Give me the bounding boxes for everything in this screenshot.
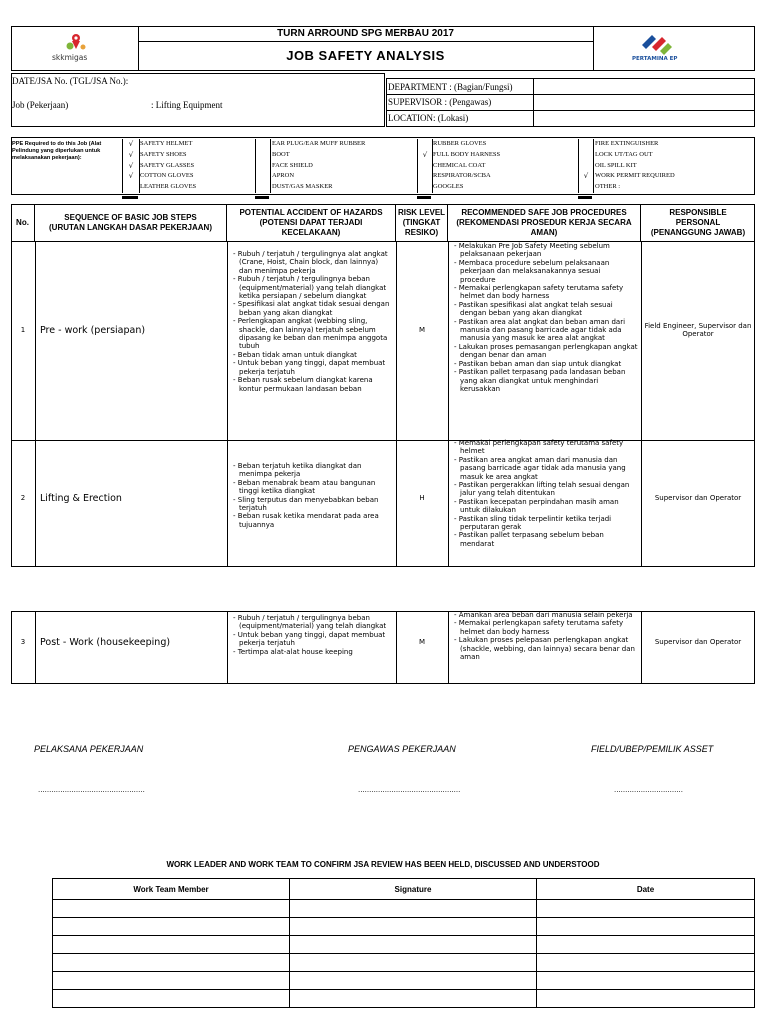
ppe-item: WORK PERMIT REQUIRED	[595, 172, 675, 180]
ppe-item: APRON	[272, 172, 295, 180]
ppe-check-1-2: √	[128, 150, 134, 159]
ppe-item: FACE SHIELD	[272, 161, 313, 169]
job-value: : Lifting Equipment	[151, 100, 223, 110]
bullet-item: - Rubuh / terjatuh / tergulingnya beban (equipment/material) yang telah diangkat	[231, 614, 393, 631]
row-risk: H	[419, 494, 425, 502]
row1-vlines	[35, 241, 36, 441]
ppe-label: PPE Required to do this Job (Alat Pelindung yang diperlukan untuk melaksanakan pekerjaan):	[12, 141, 102, 162]
ppe-col-1	[140, 139, 196, 193]
member-cell[interactable]	[53, 900, 290, 918]
row-number: 3	[20, 638, 26, 646]
member-cell[interactable]	[53, 936, 290, 954]
ppe-check-3-2: √	[422, 150, 428, 159]
row-step: Post - Work (housekeeping)	[40, 637, 171, 648]
bullet-item: - Pastikan area alat angkat dan beban aman dari manusia dan pasang barricade agar tidak ada manusia yang masuk ke area alat angkat	[452, 318, 638, 343]
bullet-item: - Pastikan pallet terpasang sebelum beban mendarat	[452, 531, 638, 548]
header-mid-line	[138, 41, 593, 42]
row2-vline-3	[396, 440, 397, 567]
team-row	[53, 918, 755, 936]
bullet-item: - Rubuh / terjatuh / tergulingnya beban (equipment/material) yang telah diangkat ketika persiapan / sebelum diangkat	[231, 275, 393, 300]
bullet-item: - Untuk beban yang tinggi, dapat membuat pekerja terjatuh	[231, 631, 393, 648]
skkmigas-logo-text: skkmigas	[52, 53, 88, 62]
info-right-divider-v	[533, 78, 534, 127]
date-cell[interactable]	[537, 900, 755, 918]
row2-vline-2	[227, 440, 228, 567]
job-label: Job (Pekerjaan)	[12, 100, 69, 110]
team-confirm-text: WORK LEADER AND WORK TEAM TO CONFIRM JSA REVIEW HAS BEEN HELD, DISCUSSED AND UNDERSTOOD	[166, 860, 600, 869]
ppe-item: OTHER :	[595, 183, 621, 191]
row2-vline-1	[35, 440, 36, 567]
ppe-check-4-5	[579, 182, 593, 193]
signature-executor-label: PELAKSANA PEKERJAAN	[34, 744, 144, 754]
signature-cell[interactable]	[290, 936, 537, 954]
row-hazards	[231, 462, 393, 529]
signature-cell[interactable]	[290, 972, 537, 990]
ppe-item: CHEMICAL COAT	[433, 161, 486, 169]
team-col-member: Work Team Member	[53, 879, 290, 900]
bullet-item: - Pastikan sling tidak terpelintir ketika terjadi perputaran gerak	[452, 515, 638, 532]
supervisor-label: SUPERVISOR : (Pengawas)	[388, 97, 492, 107]
ppe-check-4-1	[579, 139, 593, 150]
ppe-item: LOCK UT/TAG OUT	[595, 150, 653, 158]
row3-vline-1	[35, 611, 36, 684]
bullet-item: - Melakukan Pre Job Safety Meeting sebelum pelaksanaan pekerjaan	[452, 242, 638, 259]
skkmigas-logo	[50, 31, 110, 67]
row3-vline-4	[448, 611, 449, 684]
team-row	[53, 954, 755, 972]
ppe-item: FULL BODY HARNESS	[433, 150, 501, 158]
bullet-item: - Pastikan pallet terpasang pada landasan beban yang akan diangkat untuk menghindari kerusakkan	[452, 368, 638, 393]
ppe-check-2-2	[256, 150, 270, 161]
date-cell[interactable]	[537, 972, 755, 990]
ppe-item: SAFETY HELMET	[140, 140, 193, 147]
ppe-check-4-2	[579, 150, 593, 161]
signature-cell[interactable]	[290, 900, 537, 918]
bullet-item: - Perlengkapan angkat (webbing sling, shackle, dan lainnya) terjatuh sebelum dipasang ke beban dan menimpa anggota tubuh	[231, 317, 393, 351]
bullet-item: - Beban rusak ketika mendarat pada area tujuannya	[231, 512, 393, 529]
bullet-item: - Spesifikasi alat angkat tidak sesuai dengan beban yang akan diangkat	[231, 300, 393, 317]
signature-cell[interactable]	[290, 990, 537, 1008]
ppe-check-3-4	[418, 171, 432, 182]
member-cell[interactable]	[53, 918, 290, 936]
ppe-check-2-1	[256, 139, 270, 150]
bullet-item: - Sling terputus dan menyebabkan beban terjatuh	[231, 496, 393, 513]
ppe-item: SAFETY GLASSES	[140, 161, 195, 169]
th-sequence: SEQUENCE OF BASIC JOB STEPS (URUTAN LANGKAH DASAR PEKERJAAN)	[35, 204, 227, 242]
ppe-checkbox-col-3	[417, 139, 433, 193]
bullet-item: - Memakai perlengkapan safety terutama safety helmet dan body harness	[452, 284, 638, 301]
row1-vline-4	[448, 241, 449, 441]
ppe-check-3-5	[418, 182, 432, 193]
row2-vline-4	[448, 440, 449, 567]
document-title: JOB SAFETY ANALYSIS	[286, 48, 445, 63]
team-col-date: Date	[537, 879, 755, 900]
row-step: Pre - work (persiapan)	[40, 325, 146, 336]
row-hazards	[231, 614, 393, 656]
signature-cell[interactable]	[290, 918, 537, 936]
th-procedure: RECOMMENDED SAFE JOB PROCEDURES (REKOMENDASI PROSEDUR KERJA SECARA AMAN)	[448, 204, 641, 242]
ppe-checkbox-col-1	[122, 139, 140, 193]
th-risk: RISK LEVEL (TINGKAT RESIKO)	[396, 204, 448, 242]
row-number: 2	[20, 494, 26, 502]
signature-cell[interactable]	[290, 954, 537, 972]
ppe-check-3-1	[418, 139, 432, 150]
bullet-item: - Beban terjatuh ketika diangkat dan menimpa pekerja	[231, 462, 393, 479]
ppe-check-1-4: √	[128, 172, 134, 181]
row1-vline-2	[227, 241, 228, 441]
row-hazards	[231, 250, 393, 393]
bullet-item: - Beban tidak aman untuk diangkat	[231, 351, 393, 359]
ppe-check-4-4: √	[583, 172, 589, 181]
signature-supervisor-line: ..............................................	[358, 786, 461, 794]
signature-owner-label: FIELD/UBEP/PEMILIK ASSET	[591, 744, 714, 754]
ppe-item: RESPIRATOR/SCBA	[433, 172, 491, 180]
row3-vline-2	[227, 611, 228, 684]
ppe-check-2-4	[256, 171, 270, 182]
bullet-item: - Pastikan pergerakkan lifting telah sesuai dengan jalur yang telah ditentukan	[452, 481, 638, 498]
th-responsible: RESPONSIBLE PERSONAL (PENANGGUNG JAWAB)	[650, 208, 746, 237]
date-label: DATE/JSA No. (TGL/JSA No.):	[12, 76, 129, 86]
pertamina-logo-text: PERTAMINA EP	[632, 56, 678, 62]
ppe-item: BOOT	[272, 150, 290, 158]
row-procedures	[452, 611, 638, 661]
pertamina-logo	[632, 31, 692, 67]
date-cell[interactable]	[537, 918, 755, 936]
signature-supervisor-label: PENGAWAS PEKERJAAN	[348, 744, 456, 754]
ppe-check-1-5	[123, 182, 139, 193]
ppe-col-2	[272, 139, 365, 193]
team-table-header	[53, 879, 755, 900]
bullet-item: - Untuk beban yang tinggi, dapat membuat pekerja terjatuh	[231, 359, 393, 376]
team-row	[53, 900, 755, 918]
ppe-check-2-5	[256, 182, 270, 193]
member-cell[interactable]	[53, 990, 290, 1008]
row1-vline-5	[641, 241, 642, 441]
project-title: TURN ARROUND SPG MERBAU 2017	[277, 28, 454, 39]
divider-bar	[417, 196, 431, 199]
info-right-row-line-1	[386, 94, 755, 95]
team-table	[52, 878, 755, 1008]
date-cell[interactable]	[537, 936, 755, 954]
date-cell[interactable]	[537, 954, 755, 972]
row-number: 1	[20, 326, 26, 334]
ppe-item: COTTON GLOVES	[140, 172, 194, 180]
row-risk: M	[418, 638, 426, 646]
signature-owner-line: ...............................	[614, 786, 683, 794]
row-responsible: Field Engineer, Supervisor dan Operator	[644, 322, 752, 339]
row3-vline-3	[396, 611, 397, 684]
row-risk: M	[418, 326, 426, 334]
ppe-item: DUST/GAS MASKER	[272, 183, 333, 191]
divider-bar	[578, 196, 592, 199]
row-procedures	[452, 439, 638, 548]
department-label: DEPARTMENT : (Bagian/Fungsi)	[388, 82, 513, 92]
signature-executor-line: ................................................	[38, 786, 145, 794]
bullet-item: - Pastikan beban aman dan siap untuk diangkat	[452, 360, 638, 368]
member-cell[interactable]	[53, 972, 290, 990]
ppe-item: SAFETY SHOES	[140, 150, 187, 158]
bullet-item: - Pastikan kecepatan perpindahan masih aman untuk dilakukan	[452, 498, 638, 515]
bullet-item: - Amankan area beban dari manusia selain pekerja	[452, 611, 638, 619]
th-hazard: POTENTIAL ACCIDENT OF HAZARDS (POTENSI DAPAT TERJADI KECELAKAAN)	[227, 204, 396, 242]
ppe-item: GOOGLES	[433, 183, 464, 191]
row-responsible: Supervisor dan Operator	[654, 638, 742, 646]
header-right-divider	[593, 26, 594, 71]
location-label: LOCATION: (Lokasi)	[388, 113, 469, 123]
team-row	[53, 936, 755, 954]
bullet-item: - Lakukan proses pemasangan perlengkapan angkat dengan benar dan aman	[452, 343, 638, 360]
ppe-checkbox-col-2	[255, 139, 271, 193]
ppe-col-3	[433, 139, 500, 193]
bullet-item: - Tertimpa alat-alat house keeping	[231, 648, 393, 656]
row-step: Lifting & Erection	[40, 493, 122, 504]
ppe-check-1-1: √	[128, 140, 134, 148]
divider-bar	[255, 196, 269, 199]
bullet-item: - Beban menabrak beam atau bangunan tinggi ketika diangkat	[231, 479, 393, 496]
team-row	[53, 990, 755, 1008]
bullet-item: - Beban rusak sebelum diangkat karena kontur permukaan landasan beban	[231, 376, 393, 393]
ppe-check-1-3: √	[128, 161, 134, 170]
bullet-item: - Membaca procedure sebelum pelaksanaan pekerjaan dan melaksanakannya sesuai procedure	[452, 259, 638, 284]
divider-bar	[122, 196, 138, 199]
member-cell[interactable]	[53, 954, 290, 972]
ppe-item: OIL SPILL KIT	[595, 161, 637, 169]
bullet-item: - Lakukan proses pelepasan perlengkapan angkat (shackle, webbing, dan lainnya) secara benar dan aman	[452, 636, 638, 661]
ppe-item: LEATHER GLOVES	[140, 183, 197, 191]
row-responsible: Supervisor dan Operator	[654, 494, 742, 502]
ppe-check-4-3	[579, 161, 593, 172]
bullet-item: - Pastikan spesifikasi alat angkat telah sesuai dengan beban yang akan diangkat	[452, 301, 638, 318]
skkmigas-logo-icon	[50, 31, 110, 55]
row1-vline-3	[396, 241, 397, 441]
row-procedures	[452, 242, 638, 393]
pertamina-logo-icon	[632, 31, 682, 55]
date-cell[interactable]	[537, 990, 755, 1008]
bullet-item: - Memakai perlengkapan safety terutama safety helmet	[452, 439, 638, 456]
row3-vline-5	[641, 611, 642, 684]
ppe-item: EAR PLUG/EAR MUFF RUBBER	[272, 140, 366, 147]
bullet-item: - Pastikan area angkat aman dari manusia dan pasang barricade agar tidak ada manusia yang masuk ke area angkat	[452, 456, 638, 481]
ppe-checkbox-col-4	[578, 139, 594, 193]
ppe-check-3-3	[418, 161, 432, 172]
team-col-signature: Signature	[290, 879, 537, 900]
ppe-item: FIRE EXTINGUISHER	[595, 140, 659, 147]
row2-vline-5	[641, 440, 642, 567]
th-no: No.	[11, 204, 35, 242]
bullet-item: - Rubuh / terjatuh / tergulingnya alat angkat (Crane, Hoist, Chain block, dan lainnya) dan menimpa pekerja	[231, 250, 393, 275]
ppe-col-4	[595, 139, 675, 193]
ppe-check-2-3	[256, 161, 270, 172]
info-right-row-line-2	[386, 110, 755, 111]
team-row	[53, 972, 755, 990]
bullet-item: - Memakai perlengkapan safety terutama safety helmet dan body harness	[452, 619, 638, 636]
ppe-item: RUBBER GLOVES	[433, 140, 487, 147]
